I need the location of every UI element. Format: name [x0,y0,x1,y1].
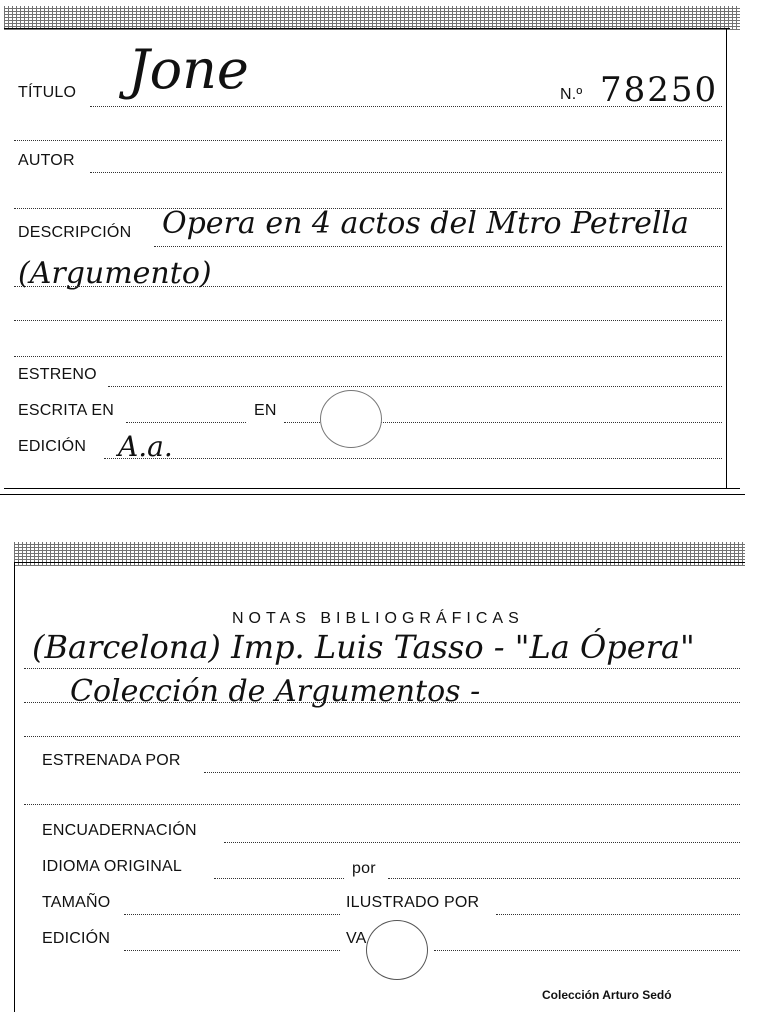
notas-heading: NOTAS BIBLIOGRÁFICAS [232,610,524,627]
notes-rule-2 [24,702,740,703]
en-label: EN [254,402,277,419]
notes-line1: (Barcelona) Imp. Luis Tasso - "La Ópera" [32,628,695,666]
escrita-en-label: ESCRITA EN [18,402,114,419]
rule-3 [14,286,722,287]
idioma-line [214,878,344,879]
catalog-card-top [4,6,740,490]
tamano-line [124,914,340,915]
rule-1 [14,140,722,141]
edicion-label: EDICIÓN [18,438,87,455]
catalog-card-bottom [14,542,745,1012]
card-right-border [726,28,727,488]
edicion-bottom-line [124,950,340,951]
titulo-value: Jone [128,38,249,101]
notes-rule-4 [24,804,740,805]
va-label: VA [346,930,367,947]
estrenada-line [204,772,740,773]
titulo-label: TÍTULO [18,84,77,101]
descripcion-line [154,246,722,247]
ilustrado-line [496,914,740,915]
encuadernacion-line [224,842,740,843]
estrenada-por-label: ESTRENADA POR [42,752,181,769]
descripcion-label: DESCRIPCIÓN [18,224,132,241]
card-top-border [4,28,730,29]
stamp-hole-bottom [366,920,428,980]
encuadernacion-label: ENCUADERNACIÓN [42,822,197,839]
estreno-line [108,386,722,387]
rule-4 [14,320,722,321]
idioma-label: IDIOMA ORIGINAL [42,858,182,875]
por-label: por [352,860,376,877]
autor-label: AUTOR [18,152,75,169]
numero-value: 78250 [600,70,719,110]
card-bottom-border [4,488,740,489]
descripcion-value-line1: Opera en 4 actos del Mtro Petrella [162,206,689,241]
scan-noise-top [4,6,740,30]
tamano-label: TAMAÑO [42,894,111,911]
card-separator [0,494,745,495]
autor-line [90,172,722,173]
descripcion-value-line2: (Argumento) [18,256,212,291]
collection-footer: Colección Arturo Sedó [542,988,672,1002]
va-line [434,950,740,951]
edicion-line [104,458,722,459]
notes-line2: Colección de Argumentos - [70,674,481,709]
notes-rule-3 [24,736,740,737]
card-bottom-left-border [14,562,15,1012]
card-bottom-top-border [14,562,745,563]
stamp-hole-top [320,390,382,448]
titulo-line [90,106,722,107]
por-line [388,878,740,879]
edicion-value: A.a. [118,430,173,463]
edicion-bottom-label: EDICIÓN [42,930,111,947]
rule-5 [14,356,722,357]
escrita-en-line [126,422,246,423]
estreno-label: ESTRENO [18,366,97,383]
notes-rule-1 [24,668,740,669]
numero-label: N.º [560,86,583,103]
ilustrado-label: ILUSTRADO POR [346,894,480,911]
